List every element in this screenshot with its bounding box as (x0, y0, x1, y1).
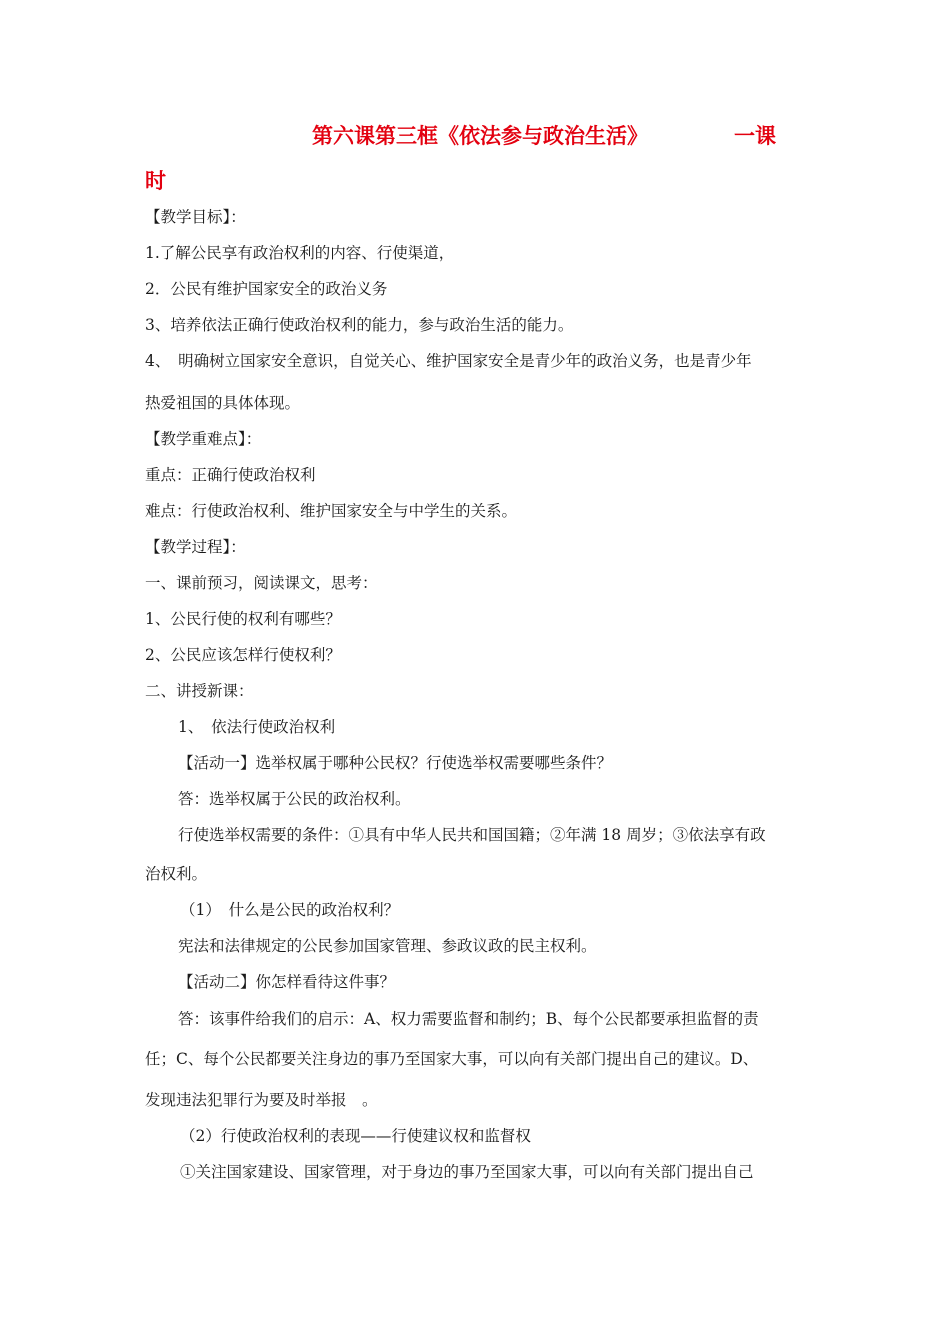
objective-1: 1.了解公民享有政治权利的内容、行使渠道， (145, 244, 455, 262)
preview-question-2: 2、公民应该怎样行使权利？ (145, 646, 341, 664)
preview-question-1: 1、公民行使的权利有哪些？ (145, 610, 341, 628)
preview-heading: 一、课前预习，阅读课文，思考： (145, 574, 378, 592)
section-heading-key-points: 【教学重难点】： (145, 430, 262, 448)
activity-2-answer: 答：该事件给我们的启示：A、权力需要监督和制约；B、每个公民都要承担监督的责 (178, 1010, 759, 1028)
election-conditions-continued: 治权利。 (145, 865, 208, 883)
objective-3: 3、培养依法正确行使政治权利的能力，参与政治生活的能力。 (145, 316, 574, 334)
section-heading-process: 【教学过程】： (145, 538, 246, 556)
difficult-point: 难点：行使政治权利、维护国家安全与中学生的关系。 (145, 502, 518, 520)
objective-4: 4、 明确树立国家安全意识，自觉关心、维护国家安全是青少年的政治义务，也是青少年 (145, 352, 752, 370)
section-heading-objectives: 【教学目标】： (145, 208, 246, 226)
lesson-title-continued: 时 (145, 169, 166, 193)
activity-2-answer-line-2: 任；C、每个公民都要关注身边的事乃至国家大事，可以向有关部门提出自己的建议。D、 (145, 1050, 759, 1068)
objective-4-continued: 热爱祖国的具体体现。 (145, 394, 301, 412)
lesson-title-tail: 一课 (734, 124, 776, 148)
lesson-title (312, 120, 776, 150)
subsection-2-heading: （2）行使政治权利的表现——行使建议权和监督权 (180, 1127, 531, 1145)
key-point: 重点：正确行使政治权利 (145, 466, 316, 484)
new-lesson-heading: 二、讲授新课： (145, 682, 254, 700)
lesson-title-main: 第六课第三框《依法参与政治生活》 (312, 124, 648, 148)
political-rights-definition: 宪法和法律规定的公民参加国家管理、参政议政的民主权利。 (178, 937, 597, 955)
subsection-2-point-1: ①关注国家建设、国家管理，对于身边的事乃至国家大事，可以向有关部门提出自己 (180, 1163, 754, 1181)
activity-1-answer: 答：选举权属于公民的政治权利。 (178, 790, 411, 808)
activity-2-answer-line-3: 发现违法犯罪行为要及时举报 。 (145, 1091, 378, 1109)
question-political-rights: （1） 什么是公民的政治权利？ (180, 901, 400, 919)
subsection-1: 1、 依法行使政治权利 (178, 718, 336, 736)
activity-1-question: 【活动一】选举权属于哪种公民权？行使选举权需要哪些条件？ (178, 754, 613, 772)
activity-2-question: 【活动二】你怎样看待这件事？ (178, 973, 396, 991)
objective-2: 2．公民有维护国家安全的政治义务 (145, 280, 388, 298)
election-conditions: 行使选举权需要的条件：①具有中华人民共和国国籍；②年满 18 周岁；③依法享有政 (178, 826, 766, 844)
